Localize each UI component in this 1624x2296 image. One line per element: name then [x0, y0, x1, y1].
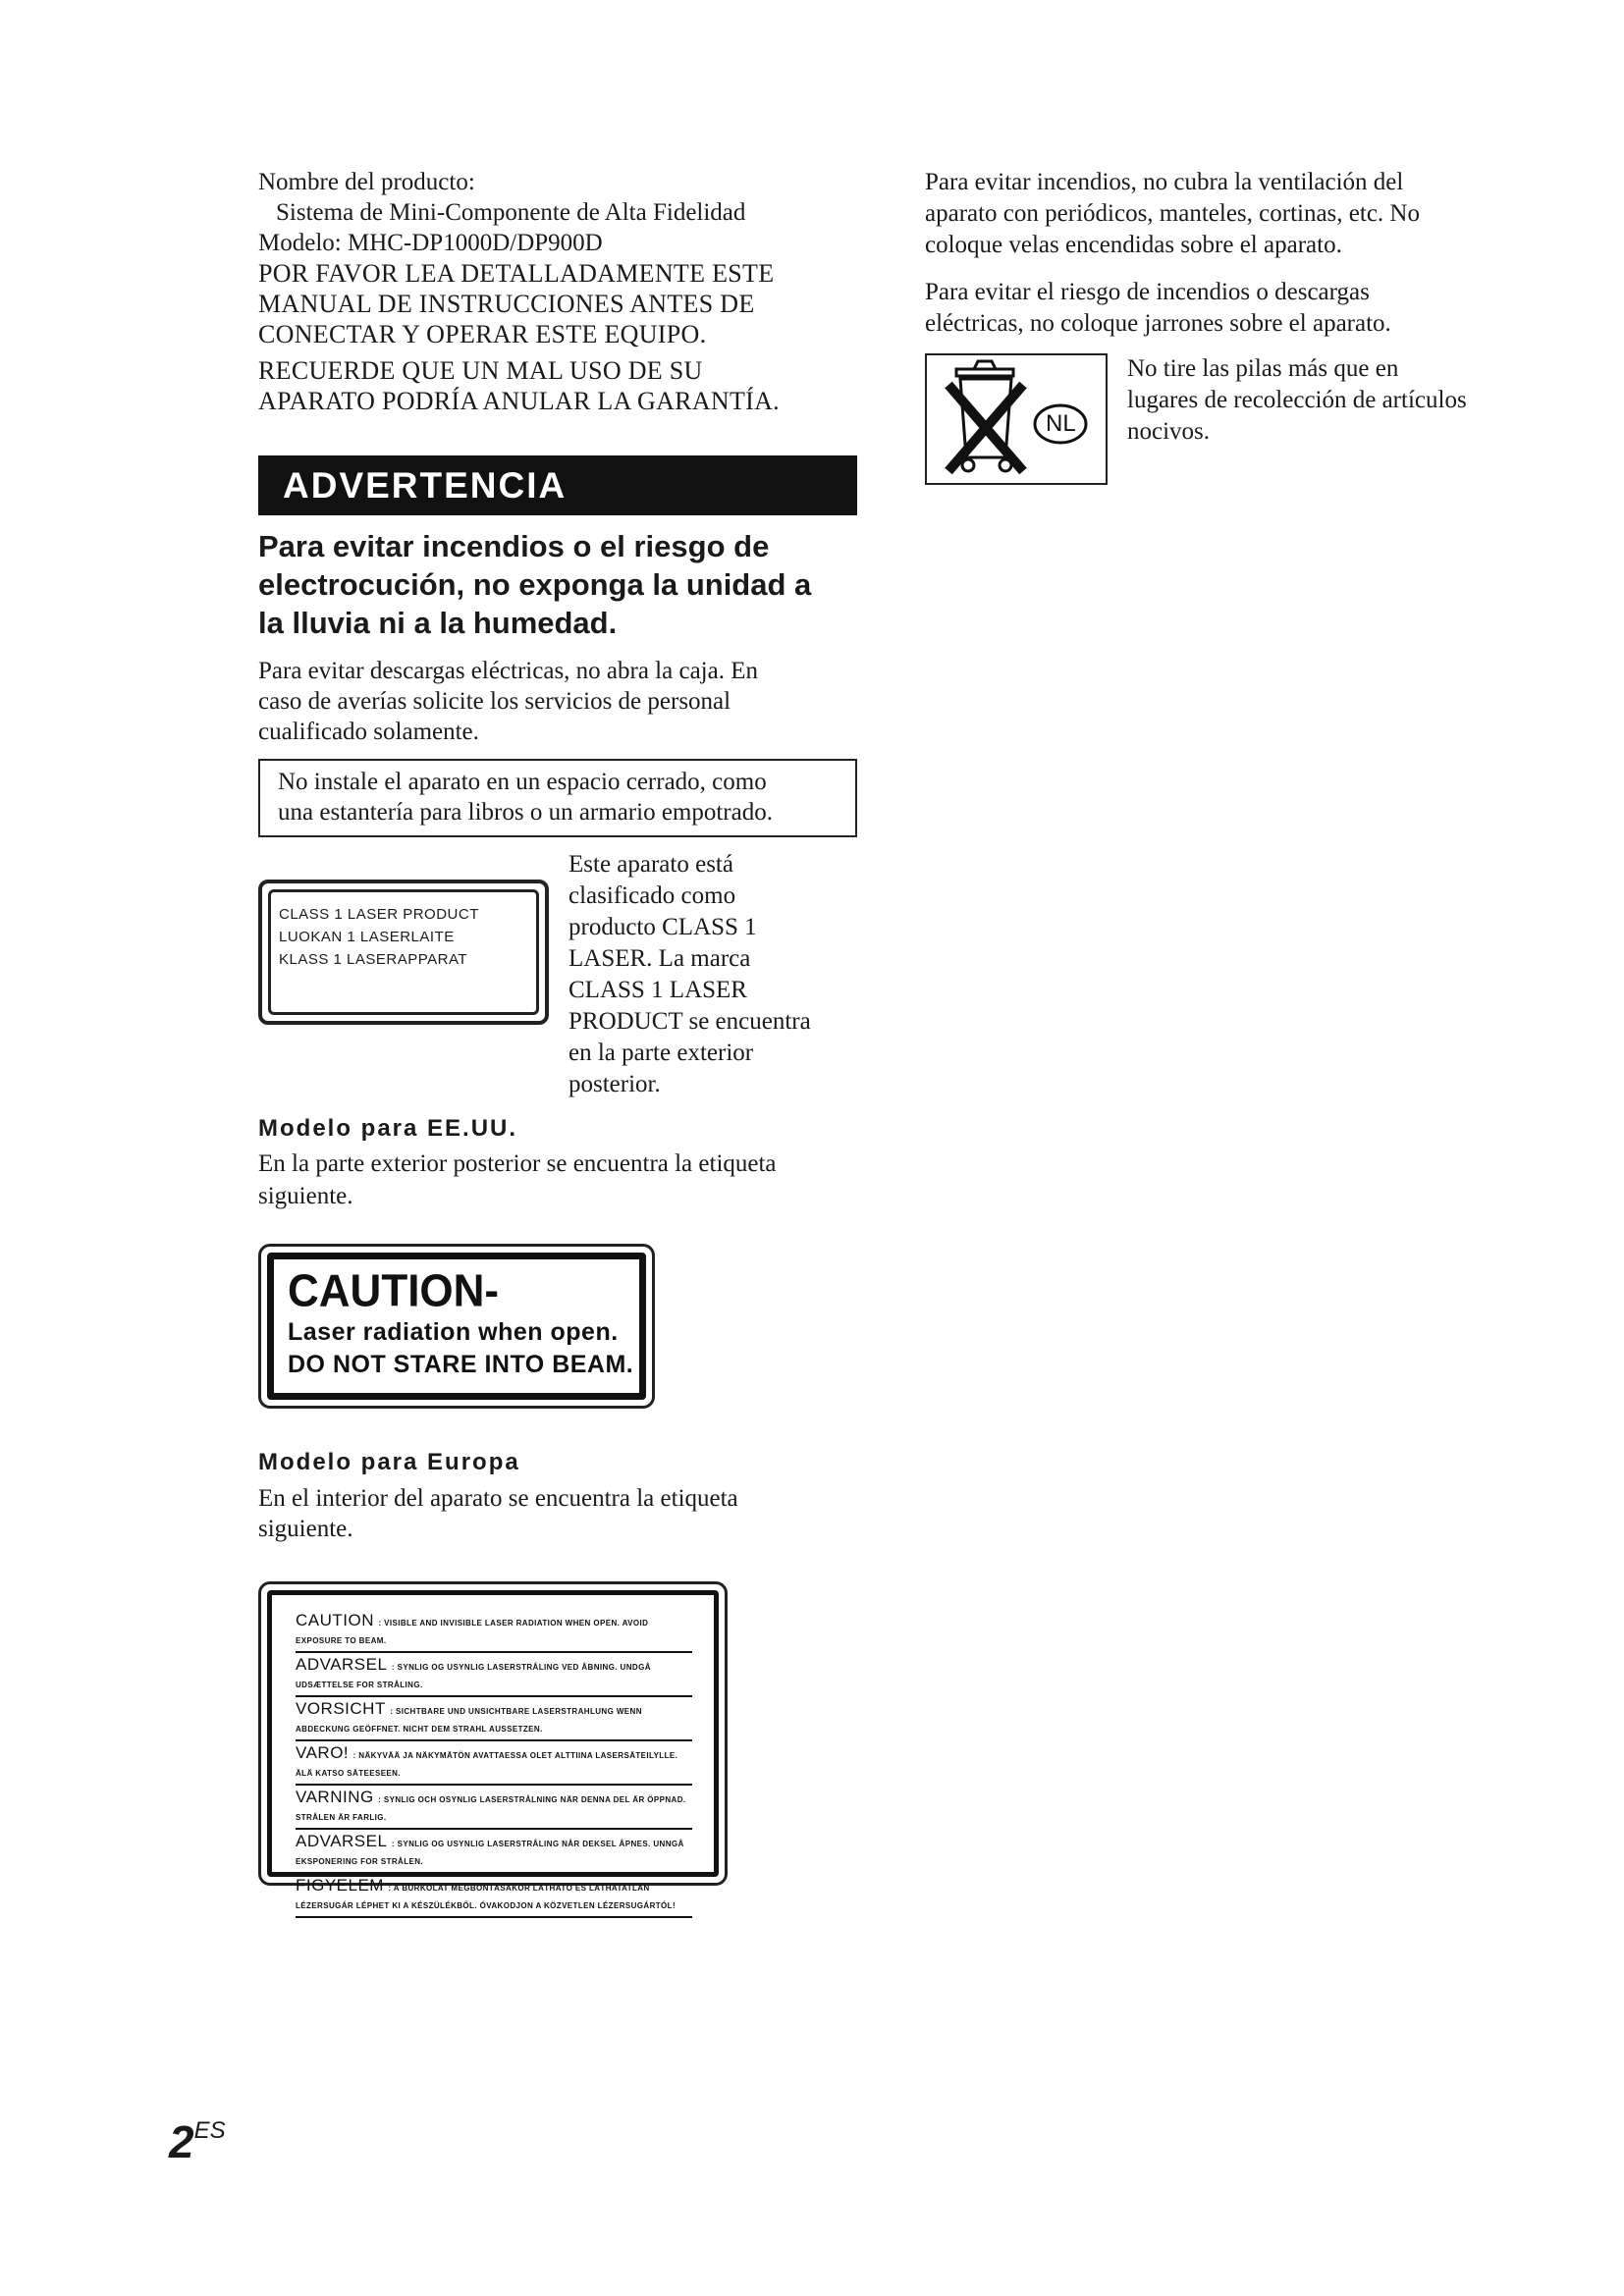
caution-line-2: DO NOT STARE INTO BEAM.	[288, 1351, 634, 1378]
europe-label-entry: FIGYELEM : A BURKOLAT MEGBONTÁSAKOR LÁTHATÓ ÉS LÁTHATATLAN LÉZERSUGÁR LÉPHET KI A KÉSZÜLÉKBŐL. ÓVAKODJON A KÖZVETLEN LÉZERSUGÁRTÓL!	[296, 1874, 692, 1918]
warranty-notice: RECUERDE QUE UN MAL USO DE SU APARATO PODRÍA ANULAR LA GARANTÍA.	[258, 356, 780, 415]
battery-disposal-text: No tire las pilas más que en lugares de recolección de artículos nocivos.	[1127, 355, 1467, 445]
battery-disposal-symbol	[925, 353, 1108, 485]
page-number: 2ES	[169, 2116, 226, 2167]
product-name: Sistema de Mini-Componente de Alta Fidelidad	[276, 199, 746, 226]
europe-laser-label	[258, 1581, 728, 1910]
laser-class-text: Este aparato está clasificado como producto CLASS 1 LASER. La marca CLASS 1 LASER PRODUCT se encuentra en la parte exterior posterior.	[568, 851, 811, 1097]
europe-model-text: En el interior del aparato se encuentra la etiqueta siguiente.	[258, 1485, 738, 1542]
europe-label-entry: CAUTION : VISIBLE AND INVISIBLE LASER RADIATION WHEN OPEN. AVOID EXPOSURE TO BEAM.	[296, 1609, 692, 1653]
laser-class-label: CLASS 1 LASER PRODUCT LUOKAN 1 LASERLAITE KLASS 1 LASERAPPARAT	[258, 880, 549, 1025]
europe-label-entry: ADVARSEL : SYNLIG OG USYNLIG LASERSTRÅLING NÅR DEKSEL ÅPNES. UNNGÅ EKSPONERING FOR STRÅLEN.	[296, 1830, 692, 1874]
us-model-heading: Modelo para EE.UU.	[258, 1115, 518, 1142]
model-line: Modelo: MHC-DP1000D/DP900D	[258, 230, 603, 256]
read-notice: POR FAVOR LEA DETALLADAMENTE ESTE MANUAL DE INSTRUCCIONES ANTES DE CONECTAR Y OPERAR ESTE EQUIPO.	[258, 259, 775, 348]
advertencia-banner: ADVERTENCIA	[258, 455, 857, 515]
vase-warning-text: Para evitar el riesgo de incendios o descargas eléctricas, no coloque jarrones sobre el aparato.	[925, 279, 1391, 337]
laser-class-section	[258, 849, 857, 1110]
europe-label-entry: VARO! : NÄKYVÄÄ JA NÄKYMÄTÖN AVATTAESSA OLET ALTTIINA LASERSÄTEILYLLE. ÄLÄ KATSO SÄTEESEEN.	[296, 1741, 692, 1786]
nl-symbol-text: NL	[1046, 410, 1076, 437]
caution-line-1: Laser radiation when open.	[288, 1318, 619, 1346]
crossed-bin-icon	[927, 355, 1106, 483]
caution-label	[258, 1244, 655, 1409]
europe-label-entry: VORSICHT : SICHTBARE UND UNSICHTBARE LASERSTRAHLUNG WENN ABDECKUNG GEÖFFNET. NICHT DEM STRAHL AUSSETZEN.	[296, 1697, 692, 1741]
product-label: Nombre del producto:	[258, 169, 475, 195]
shock-warning-text: Para evitar descargas eléctricas, no abra la caja. En caso de averías solicite los servicios de personal cualificado solamente.	[258, 658, 758, 745]
battery-section	[925, 353, 1514, 501]
europe-model-heading: Modelo para Europa	[258, 1449, 520, 1475]
europe-label-entry: ADVARSEL : SYNLIG OG USYNLIG LASERSTRÅLING VED ÅBNING. UNDGÅ UDSÆTTELSE FOR STRÅLING.	[296, 1653, 692, 1697]
right-column	[925, 167, 1514, 501]
caution-title: CAUTION-	[288, 1265, 500, 1317]
fire-warning-text: Para evitar incendios, no cubra la ventilación del aparato con periódicos, manteles, cortinas, etc. No coloque velas encendidas sobre el aparato.	[925, 169, 1420, 258]
left-column	[258, 167, 857, 1910]
us-model-text: En la parte exterior posterior se encuentra la etiqueta siguiente.	[258, 1150, 777, 1209]
install-warning-box: No instale el aparato en un espacio cerrado, como una estantería para libros o un armario empotrado.	[258, 759, 857, 837]
europe-label-entry: VARNING : SYNLIG OCH OSYNLIG LASERSTRÅLNING NÄR DENNA DEL ÄR ÖPPNAD. STRÅLEN ÄR FARLIG.	[296, 1786, 692, 1830]
warning-heading: Para evitar incendios o el riesgo de electrocución, no exponga la unidad a la lluvia ni a la humedad.	[258, 529, 812, 640]
